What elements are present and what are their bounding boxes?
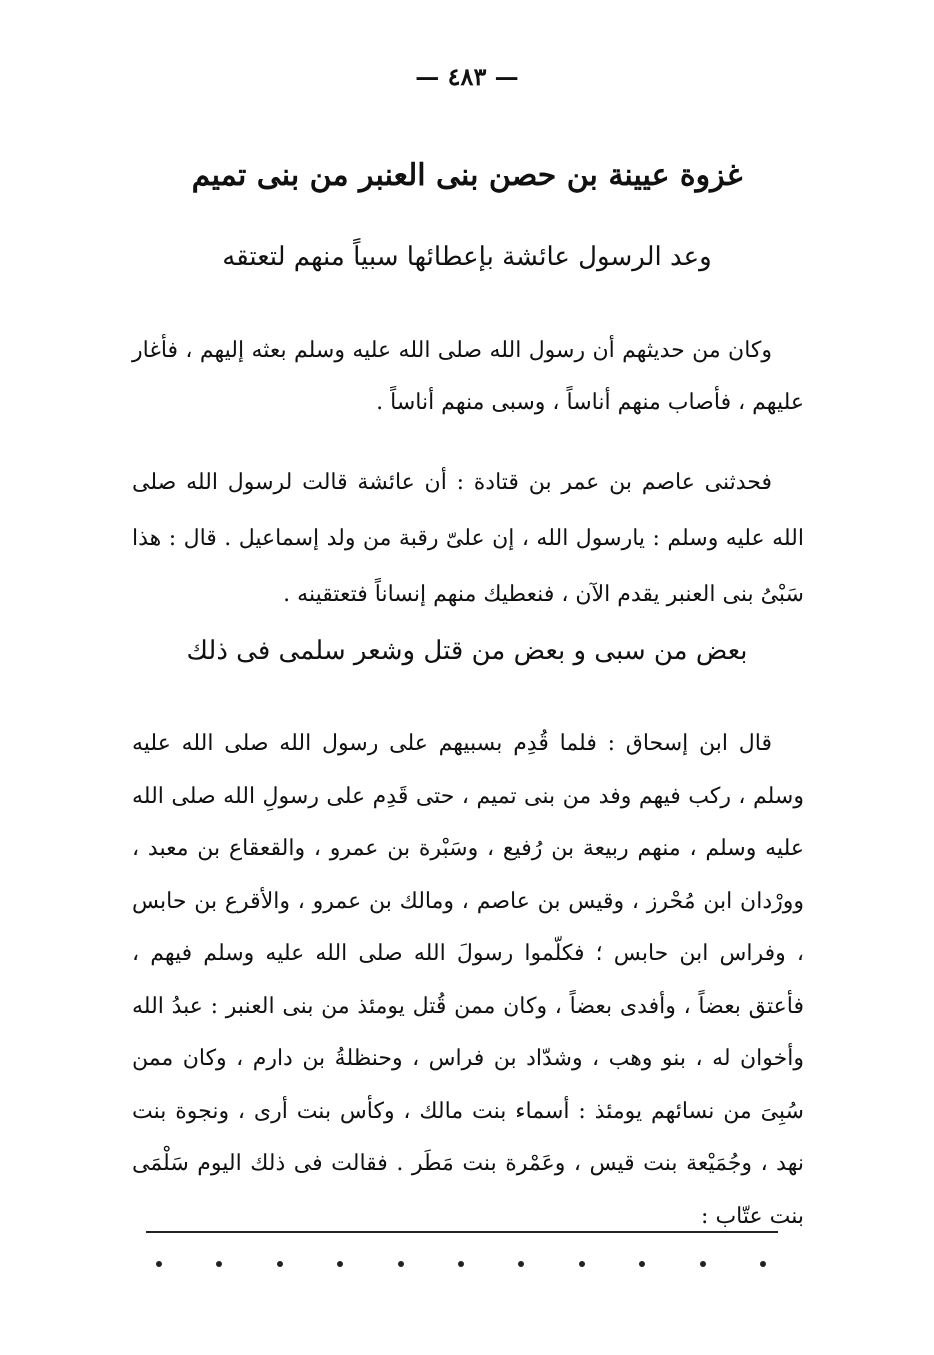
section-heading-promise: وعد الرسول عائشة بإعطائها سبياً منهم لتعتقه: [222, 242, 712, 272]
paragraph-raid: [132, 325, 804, 429]
paragraph-aisha: [132, 455, 804, 623]
chapter-heading: غزوة عيينة بن حصن بنى العنبر من بنى تميم: [191, 158, 743, 193]
ornament-dot: [700, 1261, 706, 1267]
ornament-dot: [579, 1261, 585, 1267]
page-number: — ٤٨٣ —: [415, 62, 519, 91]
paragraph-delegation: [132, 718, 804, 1243]
ornament-dot: [518, 1261, 524, 1267]
ornament-dot: [639, 1261, 645, 1267]
paragraph-text: قال ابن إسحاق : فلما قُدِم بسبيهم على رسول الله صلى الله عليه وسلم ، ركب فيهم وفد من بنى تميم ، حتى قَدِم على رسولِ الله صلى الله عليه وسلم ، منهم ربيعة بن رُفيع ، وسَبْرة بن عمرو ، والقعقاع بن معبد ، وورْدان ابن مُحْرز ، وقيس بن عاصم ، ومالك بن عمرو ، والأقرع بن حابس ، وفراس ابن حابس ؛ فكلّموا رسولَ الله صلى الله عليه وسلم فيهم ، فأعتق بعضاً ، وأفدى بعضاً ، وكان ممن قُتل يومئذ من بنى العنبر : عبدُ الله وأخوان له ، بنو وهب ، وشدّاد بن فراس ، وحنظلةُ بن دارم ، وكان ممن سُبِىَ من نسائهم يومئذ : أسماء بنت مالك ، وكأس بنت أرى ، ونجوة بنت نهد ، وجُمَيْعة بنت قيس ، وعَمْرة بنت مَطَر . فقالت فى ذلك اليوم سَلْمَى بنت عتّاب :: [132, 731, 804, 1229]
paragraph-text: وكان من حديثهم أن رسول الله صلى الله عليه وسلم بعثه إليهم ، فأغار عليهم ، فأصاب منهم أناساً ، وسبى منهم أناساً .: [132, 338, 804, 415]
ornament-dot: [337, 1261, 343, 1267]
footnote-divider: [146, 1231, 778, 1233]
section-heading-captives: بعض من سبى و بعض من قتل وشعر سلمى فى ذلك: [186, 636, 748, 666]
ornament-dot: [398, 1261, 404, 1267]
ornament-dot: [156, 1261, 162, 1267]
ornament-dot: [760, 1261, 766, 1267]
ornament-dot: [277, 1261, 283, 1267]
ornament-dots-row: [156, 1252, 766, 1276]
ornament-dot: [458, 1261, 464, 1267]
paragraph-text: فحدثنى عاصم بن عمر بن قتادة : أن عائشة قالت لرسول الله صلى الله عليه وسلم : يارسول الله ، إن علىّ رقبة من ولد إسماعيل . قال : هذا سَبْىُ بنى العنبر يقدم الآن ، فنعطيك منهم إنساناً فتعتقينه .: [132, 470, 804, 607]
ornament-dot: [216, 1261, 222, 1267]
